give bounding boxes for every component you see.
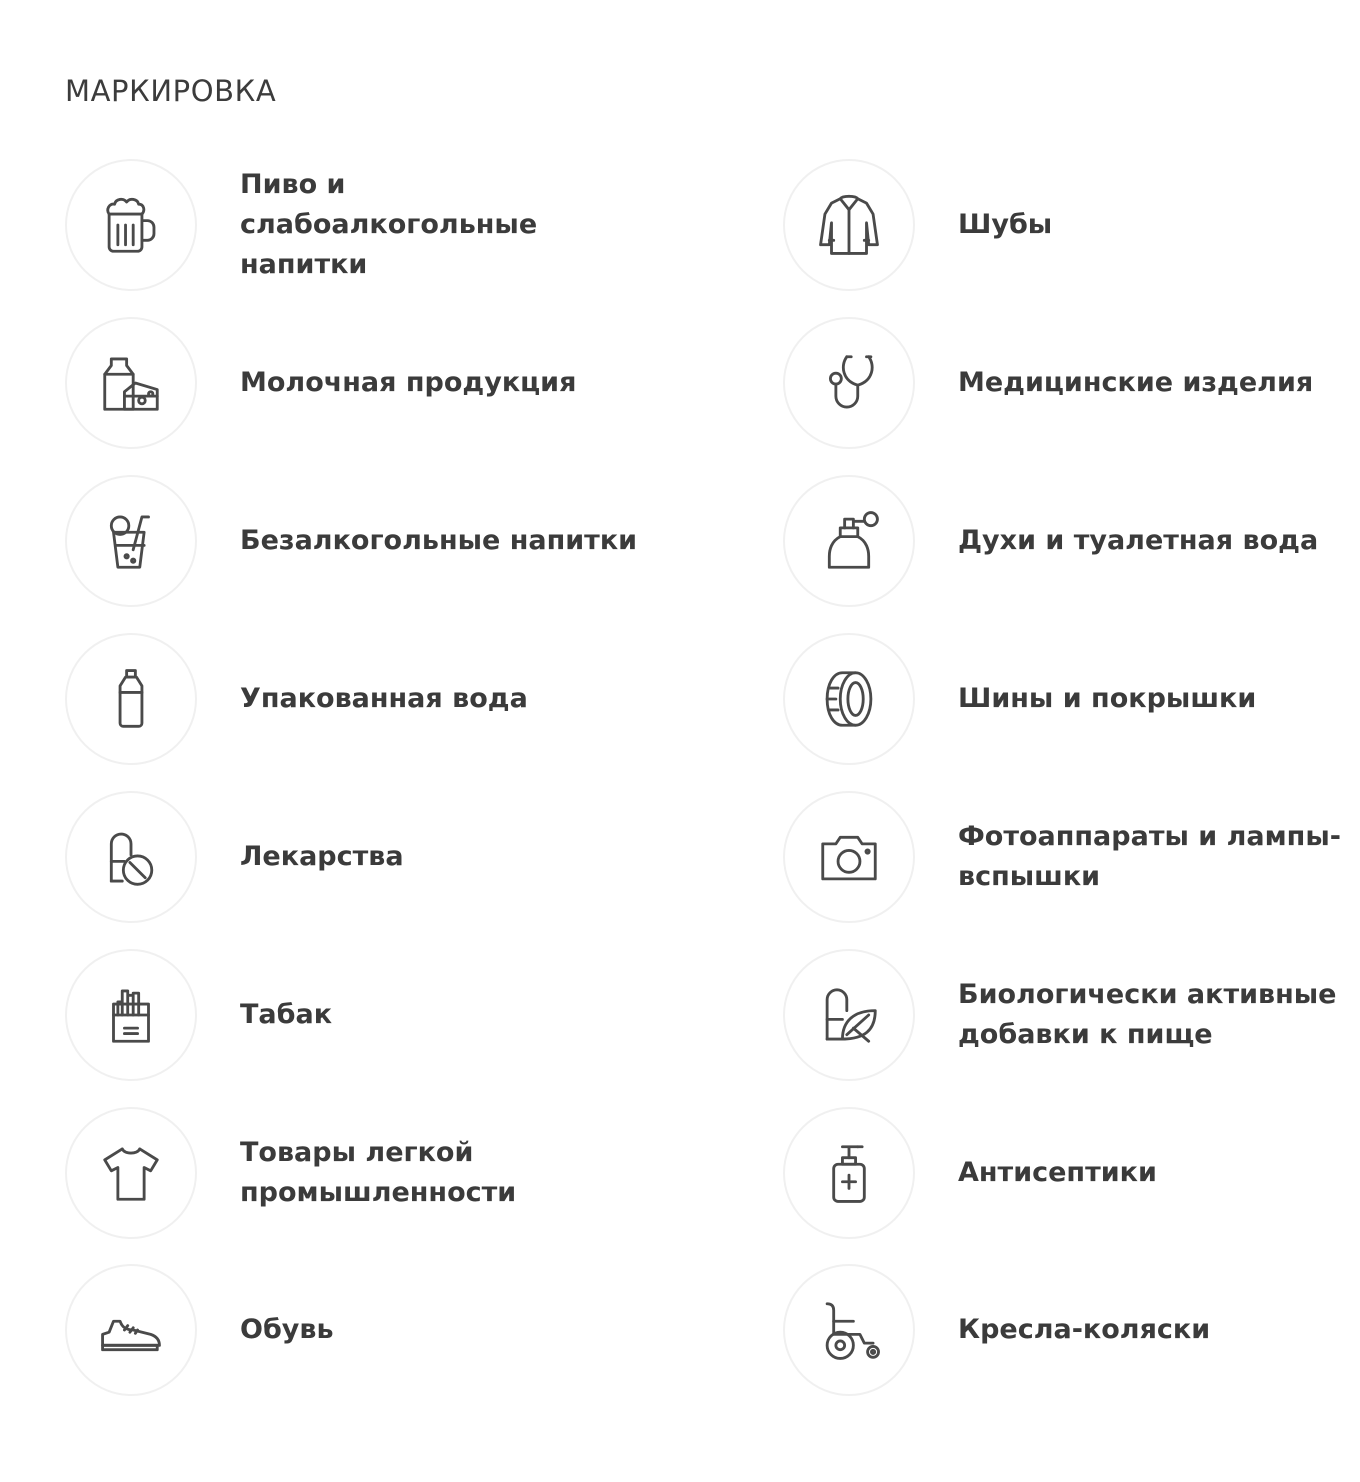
stethoscope-icon bbox=[814, 348, 884, 418]
beer-mug-icon bbox=[96, 190, 166, 260]
category-label: Духи и туалетная вода bbox=[958, 525, 1319, 556]
category-label: Кресла-коляски bbox=[958, 1314, 1211, 1345]
camera-icon bbox=[814, 822, 884, 892]
soft-drink-glass-icon bbox=[96, 506, 166, 576]
wheelchair-icon bbox=[814, 1295, 884, 1365]
category-label: Обувь bbox=[240, 1314, 334, 1345]
category-antiseptics[interactable] bbox=[783, 1107, 1343, 1239]
category-label: Медицинские изделия bbox=[958, 367, 1314, 398]
category-label: Безалкогольные напитки bbox=[240, 525, 638, 556]
category-footwear[interactable] bbox=[65, 1264, 625, 1396]
category-packed-water[interactable] bbox=[65, 633, 625, 765]
category-dairy[interactable] bbox=[65, 317, 625, 449]
category-label: Лекарства bbox=[240, 841, 404, 872]
category-medicines[interactable] bbox=[65, 791, 625, 923]
category-light-industry[interactable] bbox=[65, 1107, 625, 1239]
category-label: Пиво и слабоалкогольные напитки bbox=[240, 169, 538, 280]
category-cameras[interactable] bbox=[783, 791, 1343, 923]
category-soft-drinks[interactable] bbox=[65, 475, 638, 607]
category-tobacco[interactable] bbox=[65, 949, 625, 1081]
capsule-leaf-icon bbox=[814, 980, 884, 1050]
category-label: Товары легкой промышленности bbox=[240, 1137, 517, 1208]
cigarette-pack-icon bbox=[96, 980, 166, 1050]
category-medical-products[interactable] bbox=[783, 317, 1343, 449]
category-label: Молочная продукция bbox=[240, 367, 577, 398]
category-perfume[interactable] bbox=[783, 475, 1343, 607]
category-label: Антисептики bbox=[958, 1157, 1157, 1188]
sneaker-icon bbox=[96, 1295, 166, 1365]
tshirt-icon bbox=[96, 1138, 166, 1208]
pill-icon bbox=[96, 822, 166, 892]
category-dietary-supplements[interactable] bbox=[783, 949, 1343, 1081]
category-label: Биологически активные добавки к пище bbox=[958, 979, 1337, 1050]
fur-coat-icon bbox=[814, 190, 884, 260]
category-label: Шины и покрышки bbox=[958, 683, 1257, 714]
sanitizer-pump-icon bbox=[814, 1138, 884, 1208]
tire-icon bbox=[814, 664, 884, 734]
category-wheelchairs[interactable] bbox=[783, 1264, 1343, 1396]
water-bottle-icon bbox=[96, 664, 166, 734]
page-title: МАРКИРОВКА bbox=[65, 74, 277, 108]
milk-carton-cheese-icon bbox=[96, 348, 166, 418]
category-label: Табак bbox=[240, 999, 333, 1030]
category-tires[interactable] bbox=[783, 633, 1343, 765]
category-label: Упакованная вода bbox=[240, 683, 528, 714]
category-label: Шубы bbox=[958, 209, 1053, 240]
category-fur-coats[interactable] bbox=[783, 159, 1343, 291]
category-label: Фотоаппараты и лампы-вспышки bbox=[958, 821, 1341, 892]
perfume-bottle-icon bbox=[814, 506, 884, 576]
category-beer[interactable] bbox=[65, 159, 625, 291]
